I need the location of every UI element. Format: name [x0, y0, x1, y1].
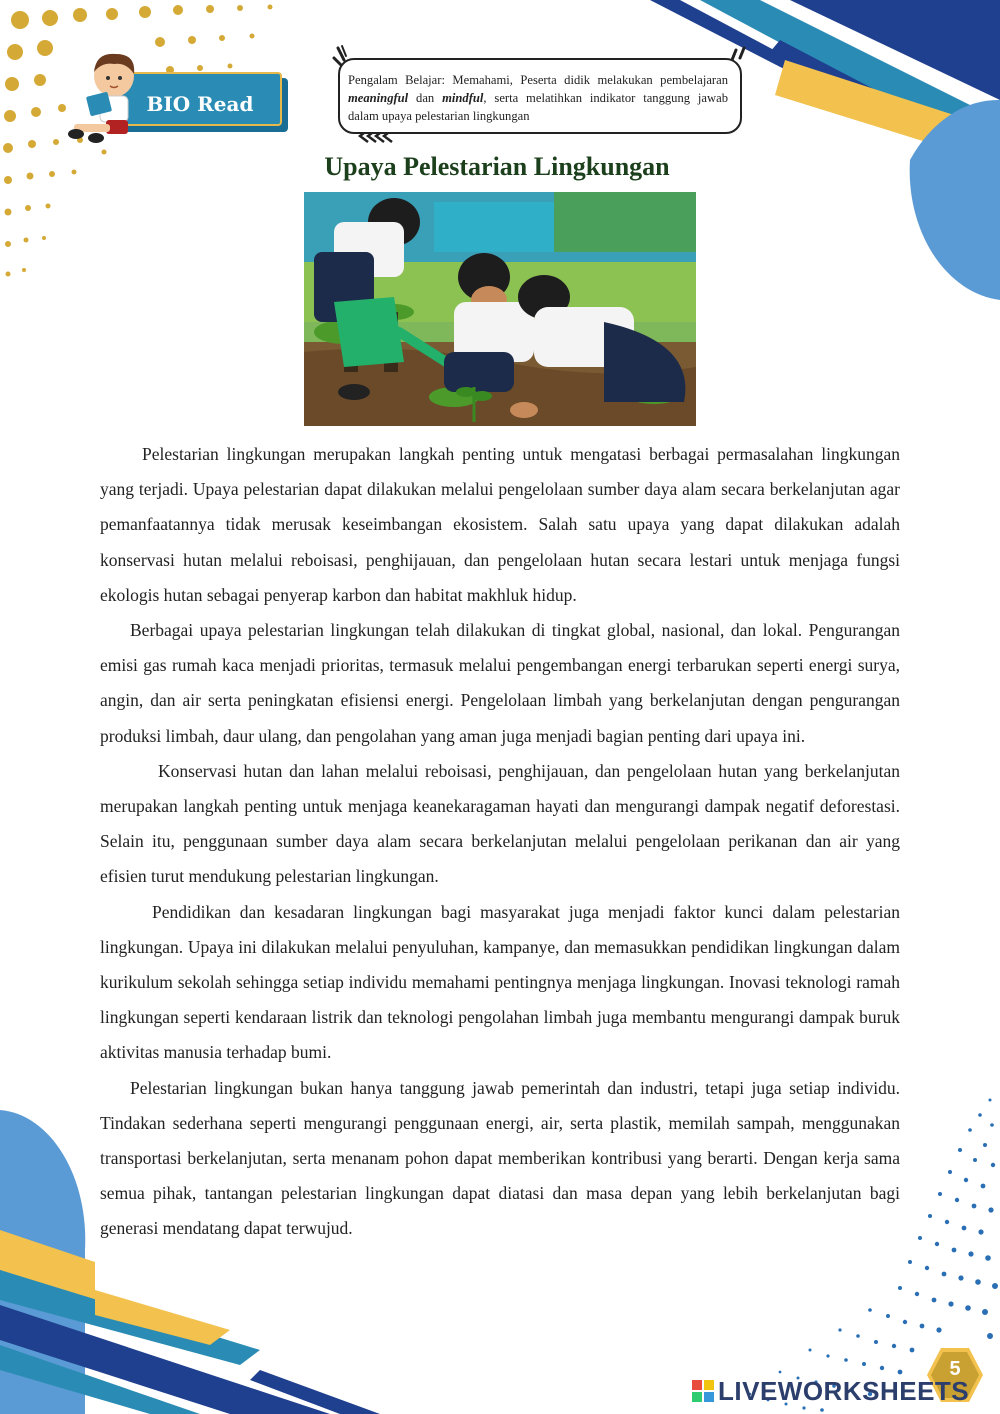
learning-emphasis-mindful: mindful [442, 91, 484, 105]
learning-experience-box [338, 58, 742, 134]
page-number: 5 [949, 1358, 961, 1380]
learning-emphasis-meaningful: meaningful [348, 91, 409, 105]
article-paragraph: Pelestarian lingkungan bukan hanya tanggung jawab pemerintah dan industri, tetapi juga setiap individu. Tindakan sederhana seperti mengurangi penggunaan energi, air, serta plastik, memilah sampah, menggunakan transportasi berkelanjutan, serta menanam pohon dapat memberikan kontribusi yang berarti. Dengan kerja sama semua pihak, tantangan pelestarian lingkungan dapat diatasi dan masa depan yang lebih berkelanjutan bagi generasi mendatang dapat terwujud. [100, 1077, 900, 1239]
article-paragraph: Pendidikan dan kesadaran lingkungan bagi masyarakat juga menjadi faktor kunci dalam pelestarian lingkungan. Upaya ini dilakukan melalui penyuluhan, kampanye, dan memasukkan pendidikan lingkungan dalam kurikulum sekolah sehingga setiap individu memahami pentingnya menjaga lingkungan. Inovasi teknologi ramah lingkungan seperti kendaraan listrik dan teknologi pengolahan limbah juga membantu mengurangi dampak buruk aktivitas manusia terhadap bumi. [100, 901, 900, 1063]
badge-label: BIO Read [146, 92, 254, 116]
article-body [100, 437, 900, 1247]
article-paragraph: Pelestarian lingkungan merupakan langkah penting untuk mengatasi berbagai permasalahan lingkungan yang terjadi. Upaya pelestarian dapat dilakukan melalui pengelolaan sumber daya alam secara berkelanjutan agar pemanfaatannya tidak merusak keseimbangan ekosistem. Salah satu upaya yang dapat dilakukan adalah konservasi hutan melalui reboisasi, penghijauan, dan pengelolaan hutan secara lestari untuk menjaga fungsi ekologis hutan sebagai penyerap karbon dan habitat makhluk hidup. [100, 444, 900, 605]
learning-text-mid: dan [408, 91, 443, 105]
article-paragraph: Berbagai upaya pelestarian lingkungan telah dilakukan di tingkat global, nasional, dan lokal. Pengurangan emisi gas rumah kaca menjadi prioritas, termasuk melalui pengembangan energi terbarukan seperti energi surya, angin, dan air serta peningkatan efisiensi energi. Pengelolaan limbah yang berkelanjutan dengan pengurangan produksi limbah, daur ulang, dan pengolahan yang aman juga menjadi bagian penting dari upaya ini. [100, 620, 900, 746]
liveworksheets-wordmark: LIVEWORKSHEETS [718, 1375, 970, 1406]
learning-text-suffix: , serta melatihkan indikator tanggung jawab dalam upaya pelestarian lingkungan [348, 91, 729, 123]
liveworksheets-logo-icon [692, 1380, 714, 1402]
liveworksheets-watermark[interactable] [692, 1376, 969, 1406]
students-gardening-photo [304, 192, 696, 426]
reading-kid-illustration [66, 48, 146, 148]
learning-text-prefix: Pengalam Belajar: Memahami, Peserta didik melakukan pembelajaran [348, 73, 728, 87]
article-title: Upaya Pelestarian Lingkungan [324, 152, 670, 181]
article-paragraph: Konservasi hutan dan lahan melalui reboisasi, penghijauan, dan pengelolaan hutan yang berkelanjutan merupakan langkah penting untuk menjaga keanekaragaman hayati dan mengurangi dampak negatif deforestasi. Selain itu, penggunaan sumber daya alam secara berkelanjutan melalui pengelolaan perikanan dan air yang efisien turut mendukung pelestarian lingkungan. [100, 760, 900, 887]
